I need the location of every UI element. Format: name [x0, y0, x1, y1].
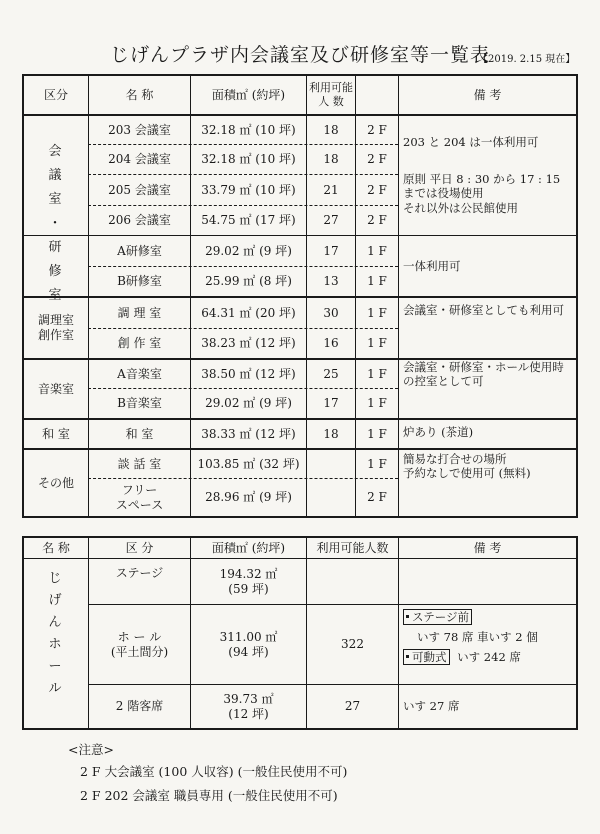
room-floor: 2 F [367, 490, 387, 504]
remark-other-line2: 予約なしで使用可 (無料) [403, 466, 531, 481]
room-area: 38.33 ㎡ (12 坪) [201, 426, 296, 441]
hall-area-line2: (94 坪) [228, 644, 269, 659]
room-name: B音楽室 [117, 396, 162, 410]
room-floor: 1 F [367, 305, 387, 320]
room-capacity: 30 [323, 305, 339, 320]
remark-schedule-line1: 原則 平日 8 : 30 から 17 : 15 [403, 172, 561, 186]
group-jigen-hall: じ げ ん ホ ー ル [48, 571, 62, 696]
hall-area [191, 559, 306, 604]
room-floor: 2 F [367, 182, 387, 197]
room-area: 32.18 ㎡ (10 坪) [201, 152, 296, 166]
remark-schedule [403, 172, 560, 232]
room-name: 206 会議室 [108, 213, 171, 227]
room-floor: 1 F [367, 396, 387, 410]
room-area: 103.85 ㎡ (32 坪) [197, 456, 300, 471]
hall-area [191, 685, 306, 728]
header-name: 名 称 [125, 87, 154, 102]
room-floor: 1 F [367, 456, 387, 471]
room-area: 54.75 ㎡ (17 坪) [201, 213, 296, 227]
group-other: その他 [37, 475, 74, 490]
header-capacity [307, 76, 355, 114]
group-cooking-line1: 調理室 [37, 313, 74, 327]
header-area: 面積㎡ (約坪) [211, 87, 286, 102]
room-capacity [307, 479, 355, 516]
room-area: 29.02 ㎡ (9 坪) [205, 243, 292, 258]
room-floor: 1 F [367, 426, 387, 441]
room-area: 33.79 ㎡ (10 坪) [201, 182, 296, 197]
room-name: 創 作 室 [117, 336, 162, 350]
group-cooking-line2: 創作室 [37, 328, 74, 342]
remark-cooking: 会議室・研修室としても利用可 [403, 302, 564, 317]
room-floor: 2 F [367, 122, 387, 137]
hall-category: 2 階客席 [115, 699, 164, 713]
note-item: 2 F 大会議室 (100 人収容) (一般住民使用不可) [80, 764, 348, 779]
hall-capacity [307, 559, 398, 604]
room-capacity: 17 [323, 243, 339, 258]
header-capacity-line1: 利用可能 [309, 81, 353, 95]
room-floor: 1 F [367, 243, 387, 258]
remark-music-line2: の控室として可 [403, 374, 484, 389]
header-remarks: 備 考 [473, 87, 502, 102]
hall-category-line1: ホ ー ル [117, 629, 162, 644]
room-capacity: 13 [323, 274, 339, 288]
hall-header-capacity: 利用可能人数 [316, 540, 389, 555]
hall-header-area: 面積㎡ (約坪) [211, 540, 286, 555]
page-title: じげんプラザ内会議室及び研修室等一覧表 [110, 44, 491, 66]
hall-category-line2: (平土間分) [110, 644, 169, 659]
hall-remarks [403, 607, 538, 667]
room-name-line2: スペース [115, 497, 164, 512]
room-capacity: 21 [323, 182, 339, 197]
notes-heading: <注意> [68, 742, 114, 757]
room-capacity: 25 [323, 366, 339, 381]
date-label: 【2019. 2.15 現在】 [478, 54, 576, 65]
hall-header-remarks: 備 考 [473, 540, 502, 555]
hall-area-line1: 194.32 ㎡ [219, 566, 278, 581]
room-floor: 2 F [367, 213, 387, 227]
room-capacity: 18 [323, 426, 339, 441]
hall-capacity: 27 [344, 699, 361, 713]
room-capacity [307, 450, 355, 478]
room-area: 32.18 ㎡ (10 坪) [201, 122, 296, 137]
remark-other-line1: 簡易な打合せの場所 [403, 452, 507, 466]
remark-schedule-line3: それ以外は公民館使用 [403, 200, 518, 215]
room-name: 和 室 [125, 426, 154, 441]
hall-capacity: 322 [341, 637, 364, 651]
room-capacity: 16 [323, 336, 339, 350]
room-name: 203 会議室 [108, 122, 171, 137]
remark-training: 一体利用可 [403, 258, 461, 273]
stage-front-seats: いす 78 席 車いす 2 個 [417, 630, 538, 644]
room-area: 64.31 ㎡ (20 坪) [201, 305, 296, 320]
room-area: 25.99 ㎡ (8 坪) [205, 274, 292, 288]
movable-label: 可動式 [412, 650, 447, 664]
group-meeting-rooms: 会 議 室 ・ 研 修 室 [48, 144, 62, 303]
remark-other [403, 452, 531, 486]
stage-front-tag [403, 609, 472, 625]
room-name [89, 479, 190, 516]
remark-music-line1: 会議室・研修室・ホール使用時 [403, 360, 564, 374]
room-area: 28.96 ㎡ (9 坪) [205, 490, 292, 504]
remark-schedule-line2: までは役場使用 [403, 186, 484, 201]
room-area: 38.23 ㎡ (12 坪) [201, 336, 296, 350]
hall-area-line2: (12 坪) [228, 706, 269, 721]
group-cooking [24, 298, 88, 358]
room-floor: 2 F [367, 152, 387, 166]
header-category: 区分 [43, 87, 68, 102]
stage-front-label: ステージ前 [412, 610, 470, 624]
hall-area-line2: (59 坪) [228, 581, 269, 596]
room-name: 204 会議室 [108, 152, 171, 166]
remark-music [403, 360, 564, 394]
remark-joint-use: 203 と 204 は一体利用可 [403, 134, 539, 149]
room-capacity: 17 [323, 396, 339, 410]
room-capacity: 18 [323, 152, 339, 166]
remark-japanese: 炉あり (茶道) [403, 424, 474, 439]
room-area: 29.02 ㎡ (9 坪) [205, 396, 292, 410]
room-name-line1: フリー [121, 482, 158, 497]
header-capacity-line2: 人 数 [318, 95, 344, 108]
hall-area-line1: 39.73 ㎡ [223, 691, 274, 706]
movable-tag [403, 649, 450, 665]
group-music: 音楽室 [37, 381, 74, 396]
balcony-remarks: いす 27 席 [403, 699, 460, 714]
room-name: 調 理 室 [117, 305, 162, 320]
room-capacity: 18 [323, 122, 339, 137]
room-floor: 1 F [367, 336, 387, 350]
room-name: 談 話 室 [117, 456, 162, 471]
room-floor: 1 F [367, 366, 387, 381]
hall-area [191, 605, 306, 684]
room-area: 38.50 ㎡ (12 坪) [201, 366, 296, 381]
room-name: 205 会議室 [108, 182, 171, 197]
group-japanese: 和 室 [42, 426, 70, 441]
room-floor: 1 F [367, 274, 387, 288]
hall-area-line1: 311.00 ㎡ [219, 629, 278, 644]
hall-header-category: 区 分 [125, 540, 154, 555]
room-name: A研修室 [117, 243, 162, 258]
movable-seats: いす 242 席 [457, 650, 521, 664]
room-name: B研修室 [117, 274, 162, 288]
hall-category [89, 605, 190, 684]
hall-header-name: 名 称 [42, 540, 70, 555]
room-name: A音楽室 [117, 366, 162, 381]
hall-category: ステージ [115, 565, 164, 580]
room-capacity: 27 [323, 213, 339, 227]
note-item: 2 F 202 会議室 職員専用 (一般住民使用不可) [80, 788, 338, 803]
